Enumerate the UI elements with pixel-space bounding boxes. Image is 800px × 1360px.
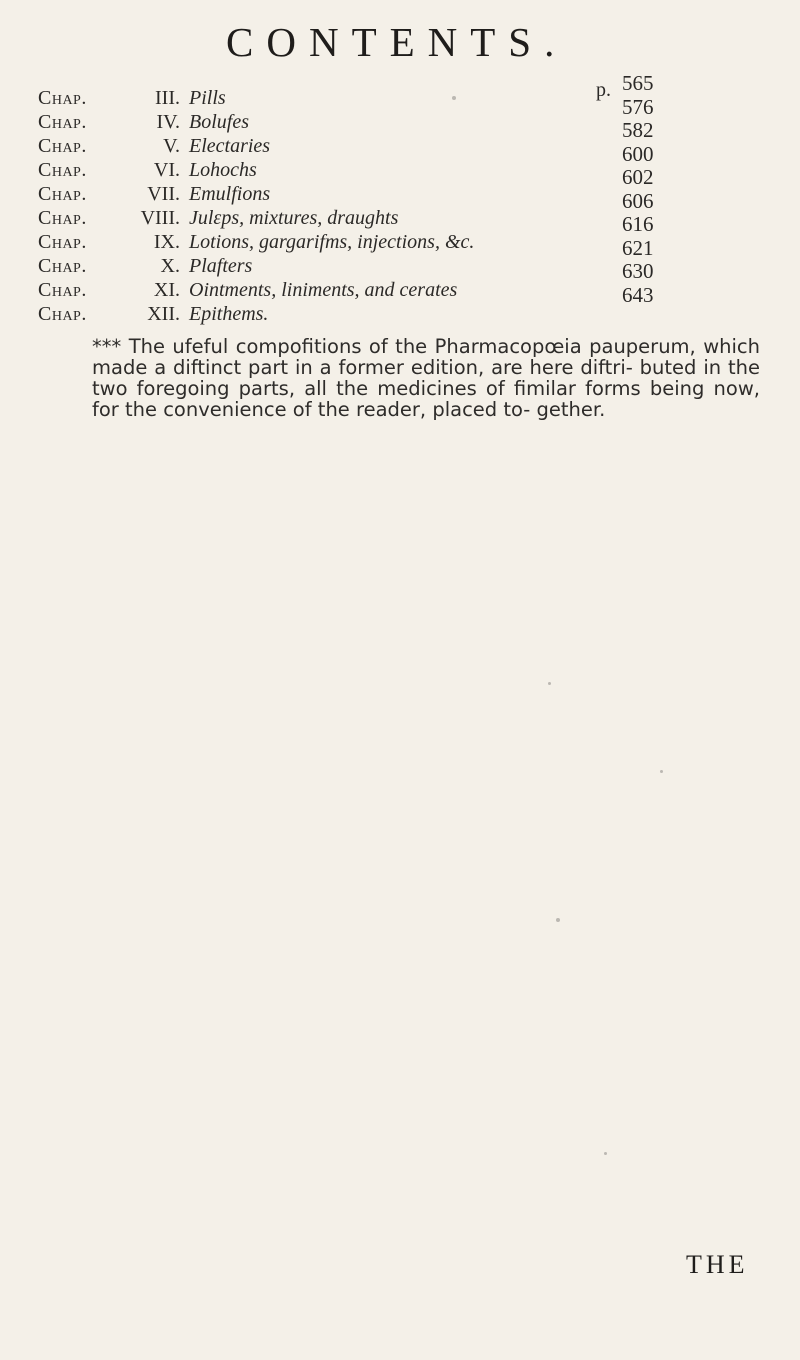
- page-title: CONTENTS.: [226, 19, 568, 65]
- chapter-number: V.: [163, 135, 180, 157]
- page-number: 576: [622, 94, 654, 119]
- chapter-number: III.: [155, 87, 180, 109]
- editorial-note: [52, 336, 760, 420]
- page-number: 606: [622, 188, 654, 213]
- toc-row: [38, 230, 598, 254]
- table-of-contents: [38, 86, 598, 326]
- chapter-label: Chap.: [38, 279, 87, 301]
- chapter-title: Epithems.: [189, 303, 269, 325]
- toc-row: [38, 110, 598, 134]
- page-number: 630: [622, 259, 654, 283]
- chapter-label: Chap.: [38, 135, 87, 157]
- chapter-number: VIII.: [140, 207, 180, 229]
- chapter-label: Chap.: [38, 111, 87, 133]
- page-prefix: p.: [596, 79, 611, 101]
- catchword: THE: [686, 1250, 749, 1279]
- chapter-number: XII.: [147, 303, 180, 325]
- note-paragraph: *** The ufeful compofitions of the Pharmacopœia pauperum, which made a diftinct part in a former edition, are here diftri- buted in the two foregoing parts, all the medicines of fimilar forms being now, for the convenience of the reader, placed to- gether.: [92, 335, 760, 421]
- paper-speck: [548, 682, 551, 685]
- toc-row: [38, 206, 598, 230]
- toc-row: [38, 302, 598, 326]
- chapter-title: Bolufes: [189, 111, 249, 133]
- page-number: 602: [622, 165, 654, 189]
- chapter-number: XI.: [153, 279, 180, 301]
- page-number: 582: [622, 118, 654, 142]
- chapter-title: Pills: [189, 87, 226, 109]
- toc-row: [38, 158, 598, 182]
- chapter-label: Chap.: [38, 231, 87, 253]
- page-number: 621: [622, 235, 654, 260]
- chapter-label: Chap.: [38, 183, 87, 205]
- chapter-label: Chap.: [38, 159, 87, 181]
- chapter-label: Chap.: [38, 207, 87, 229]
- chapter-number: VI.: [153, 159, 180, 181]
- toc-row: [38, 86, 598, 110]
- chapter-title: Plafters: [189, 255, 253, 277]
- paper-speck: [604, 1152, 607, 1155]
- paper-speck: [660, 770, 663, 773]
- chapter-number: IX.: [153, 231, 180, 253]
- toc-row: [38, 254, 598, 278]
- chapter-number: X.: [160, 255, 180, 277]
- chapter-title: Ointments, liniments, and cerates: [189, 279, 458, 301]
- chapter-label: Chap.: [38, 255, 87, 277]
- toc-row: [38, 134, 598, 158]
- chapter-number: IV.: [156, 111, 180, 133]
- page-number-column: [596, 70, 702, 307]
- chapter-title: Emulfions: [189, 183, 271, 205]
- page-number: 565: [622, 71, 654, 95]
- chapter-title: Lohochs: [189, 159, 257, 181]
- page-number: 600: [622, 141, 654, 166]
- paper-speck: [452, 96, 456, 100]
- chapter-label: Chap.: [38, 303, 87, 325]
- chapter-title: Lotions, gargarifms, injections, &c.: [189, 231, 475, 253]
- toc-row: [38, 278, 598, 302]
- chapter-number: VII.: [147, 183, 180, 205]
- chapter-label: Chap.: [38, 87, 87, 109]
- page-number: 643: [622, 282, 654, 307]
- page-number: 616: [622, 212, 654, 236]
- chapter-title: Electaries: [189, 135, 271, 157]
- toc-row: [38, 182, 598, 206]
- chapter-title: Julεps, mixtures, draughts: [189, 207, 399, 229]
- paper-speck: [556, 918, 560, 922]
